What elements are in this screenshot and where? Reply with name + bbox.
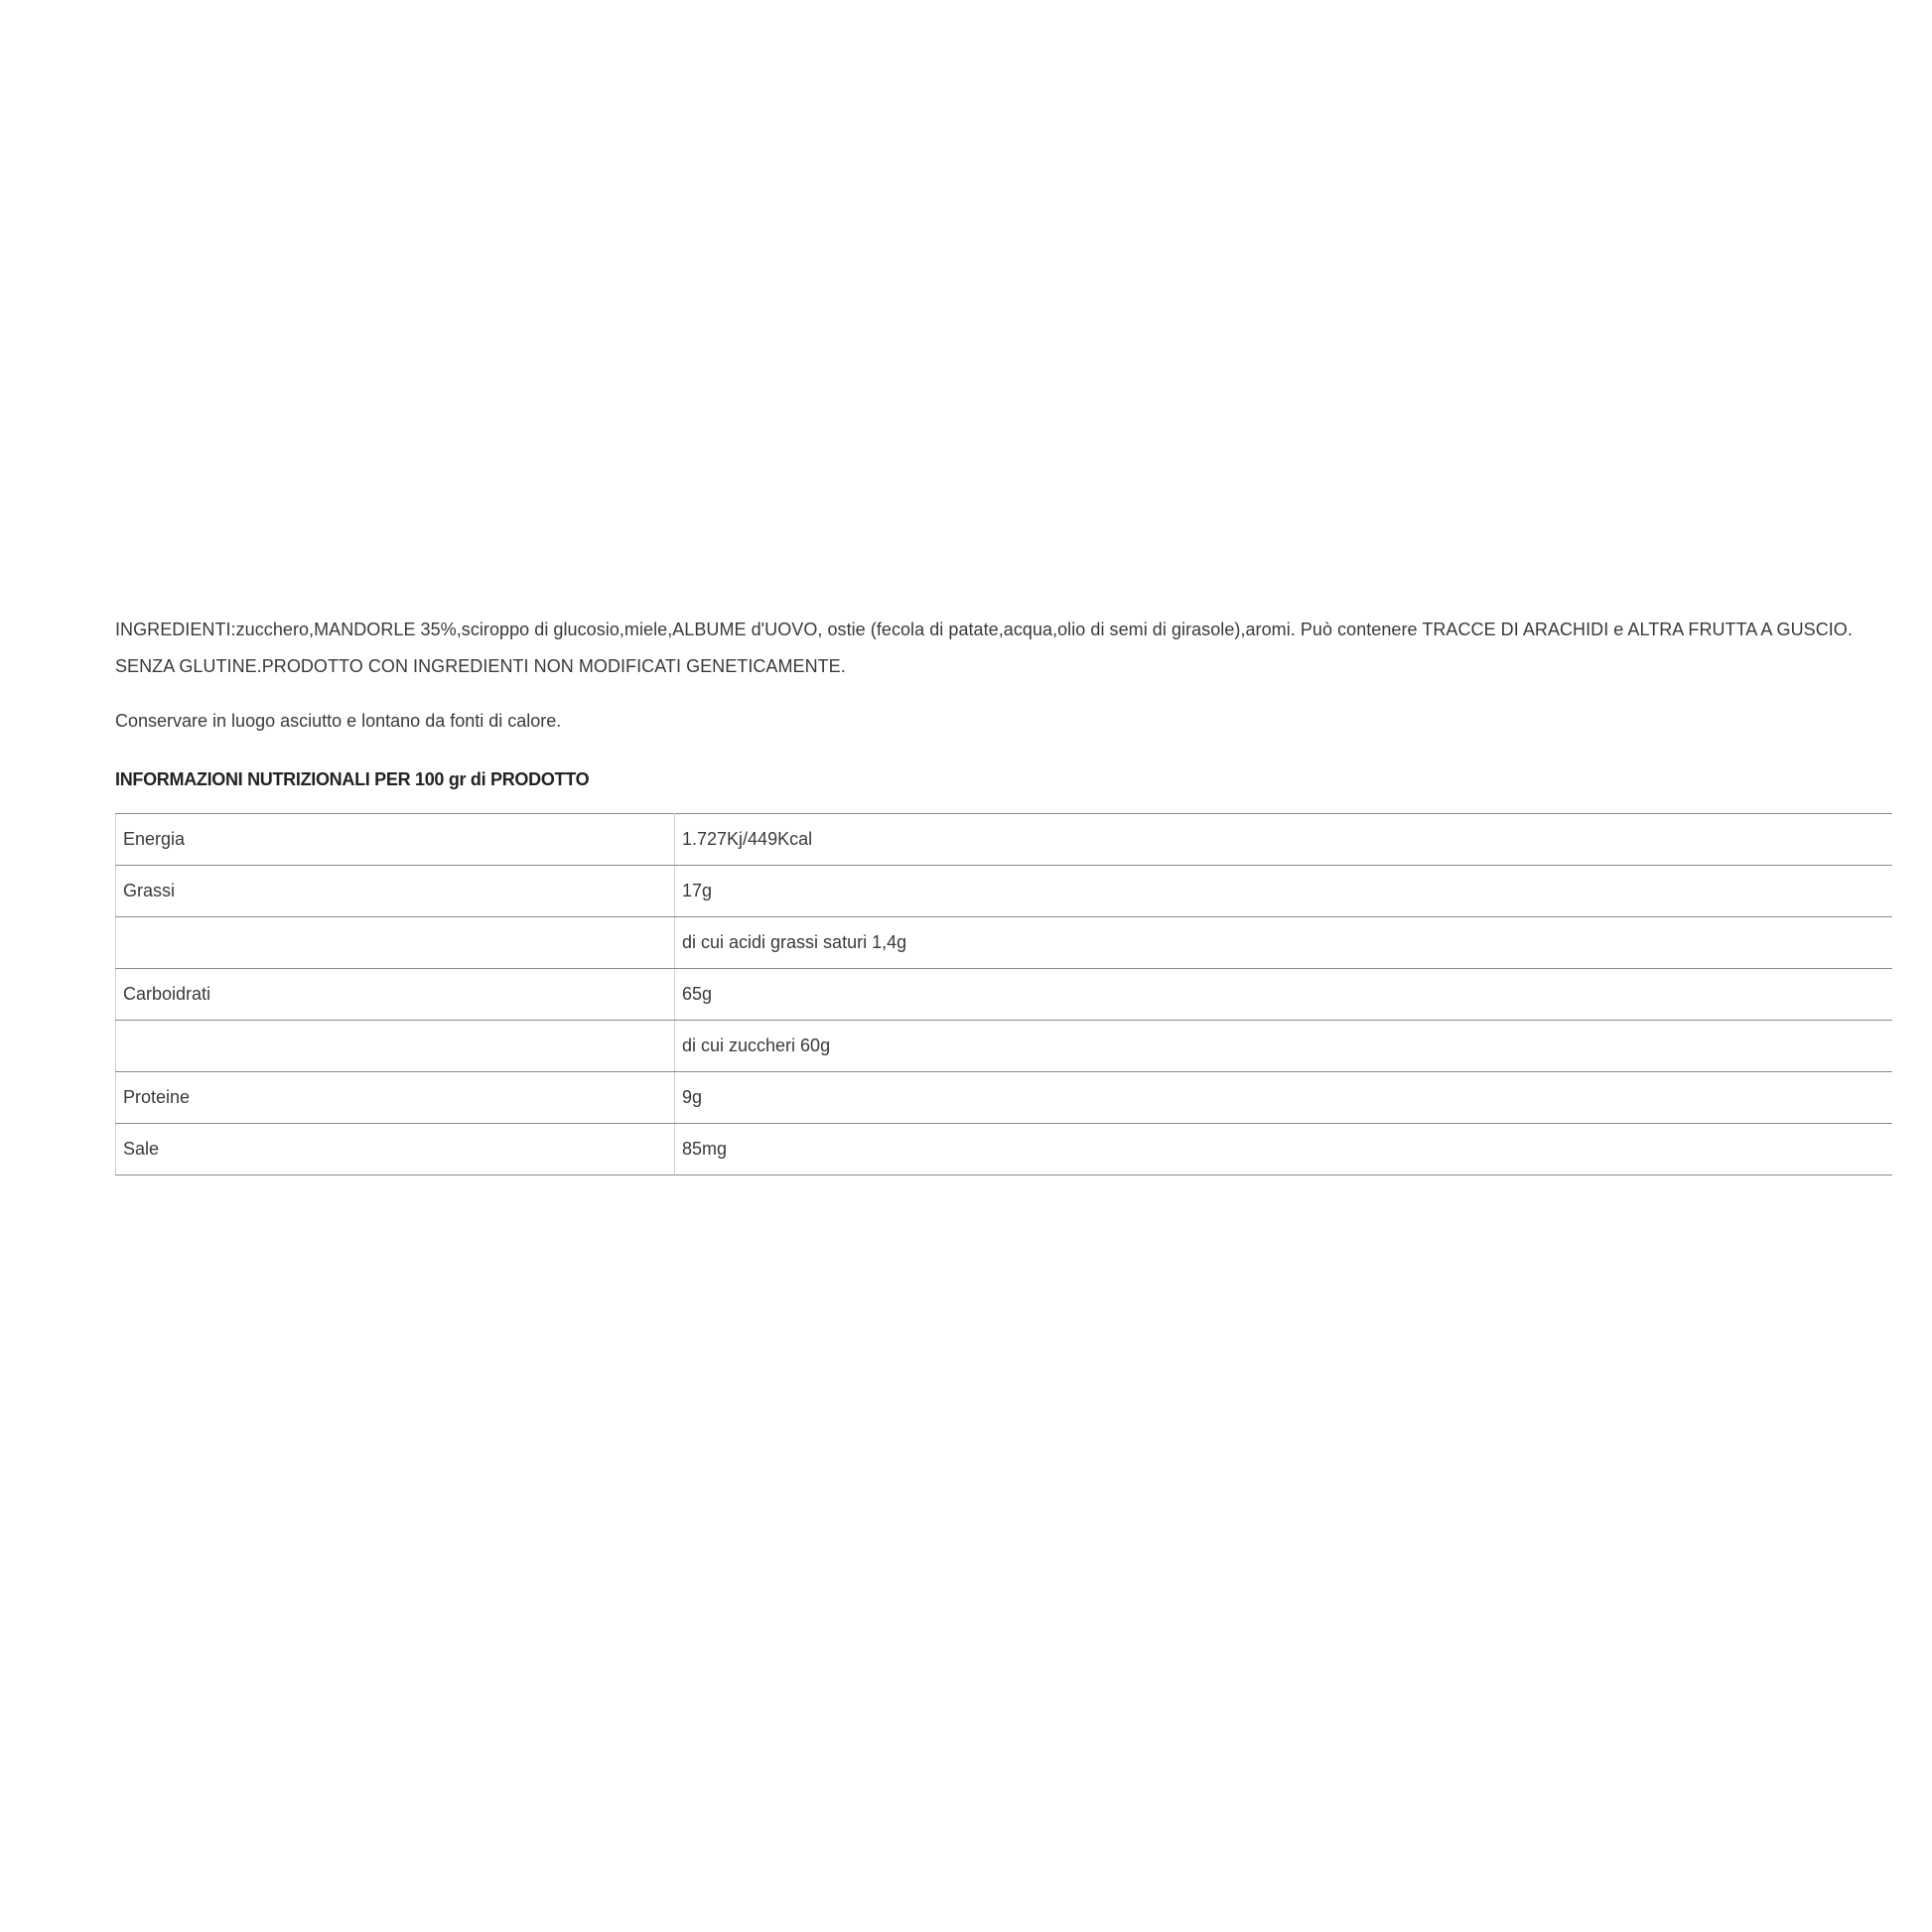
storage-instructions: Conservare in luogo asciutto e lontano da fonti di calore. <box>115 711 562 731</box>
nutrient-value: 1.727Kj/449Kcal <box>675 814 1893 866</box>
table-row <box>116 969 1893 1021</box>
nutrient-value: di cui zuccheri 60g <box>675 1021 1893 1072</box>
nutrition-table <box>115 813 1892 1175</box>
nutrient-value: 9g <box>675 1072 1893 1124</box>
table-row <box>116 1021 1893 1072</box>
nutrition-title: INFORMAZIONI NUTRIZIONALI PER 100 gr di PRODOTTO <box>115 769 590 789</box>
nutrient-name: Energia <box>116 814 675 866</box>
table-row <box>116 917 1893 969</box>
nutrient-value: di cui acidi grassi saturi 1,4g <box>675 917 1893 969</box>
nutrient-value: 17g <box>675 866 1893 917</box>
nutrient-value: 65g <box>675 969 1893 1021</box>
nutrient-name: Carboidrati <box>116 969 675 1021</box>
nutrient-name: Proteine <box>116 1072 675 1124</box>
nutrient-value: 85mg <box>675 1124 1893 1175</box>
nutrient-name <box>116 917 675 969</box>
nutrient-name: Sale <box>116 1124 675 1175</box>
nutrient-name: Grassi <box>116 866 675 917</box>
table-row <box>116 1124 1893 1175</box>
table-row <box>116 866 1893 917</box>
ingredients-text: INGREDIENTI:zucchero,MANDORLE 35%,sciroppo di glucosio,miele,ALBUME d'UOVO, ostie (fecola di patate,acqua,olio di semi di girasole),aromi. Può contenere TRACCE DI ARACHIDI e ALTRA FRUTTA A GUSCIO. SENZA GLUTINE.PRODOTTO CON INGREDIENTI NON MODIFICATI GENETICAMENTE. <box>115 620 1853 676</box>
product-info <box>115 612 1892 1175</box>
table-row <box>116 1072 1893 1124</box>
table-row <box>116 814 1893 866</box>
nutrient-name <box>116 1021 675 1072</box>
